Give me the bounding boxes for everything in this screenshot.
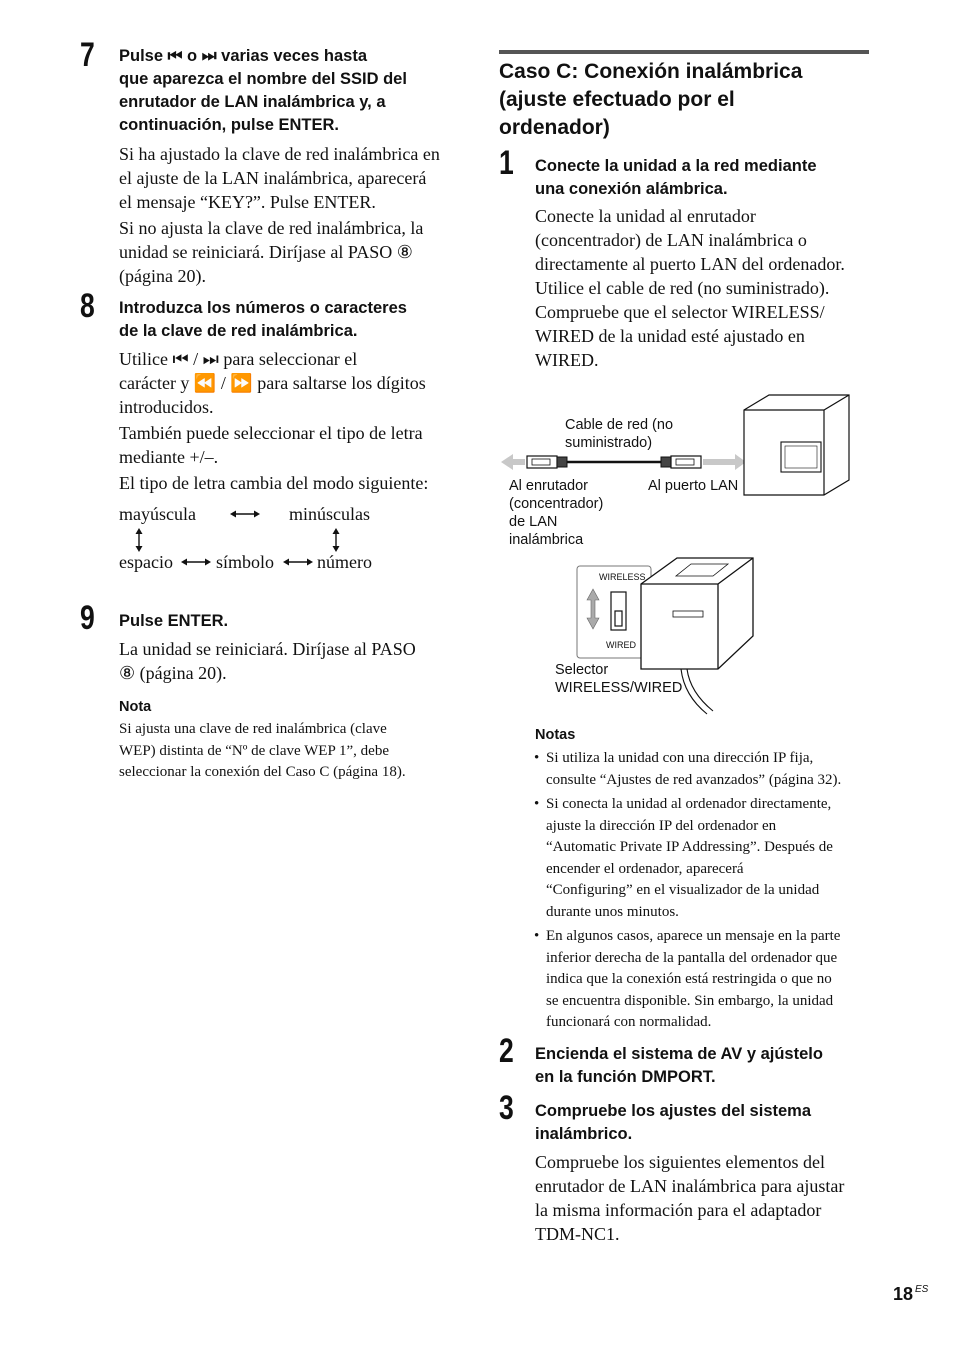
step-3-heading <box>535 1100 875 1146</box>
body-line: Conecte la unidad al enrutador <box>535 206 756 226</box>
caption-line: de LAN <box>509 514 558 530</box>
double-arrow-horizontal-icon <box>283 556 313 568</box>
note-body <box>119 719 469 784</box>
lan-port-label <box>648 477 738 495</box>
step-2-heading <box>535 1043 875 1089</box>
heading-line: de la clave de red inalámbrica. <box>119 322 358 340</box>
arrow-left-icon <box>501 454 525 470</box>
body-line: el ajuste de la LAN inalámbrica, aparecerá <box>119 168 427 188</box>
heading-line: que aparezca el nombre del SSID del <box>119 70 407 88</box>
note-line: se encuentra disponible. Sin embargo, la unidad <box>546 992 834 1009</box>
step-7-number: 7 <box>80 36 95 74</box>
step-9-heading <box>119 610 469 633</box>
note-title: Nota <box>119 699 152 715</box>
section-title <box>499 58 879 142</box>
body-line: Si ha ajustado la clave de red inalámbrica en <box>119 144 440 164</box>
section-title-line: Caso C: Conexión inalámbrica <box>499 60 803 83</box>
caption-line: Al enrutador <box>509 478 588 494</box>
cycle-lower: minúsculas <box>289 504 370 524</box>
double-arrow-vertical-icon <box>133 528 145 552</box>
body-line: Utilice el cable de red (no suministrado). <box>535 278 830 298</box>
section-title-line: (ajuste efectuado por el <box>499 88 735 111</box>
heading-line: en la función DMPORT. <box>535 1068 716 1086</box>
plug-right <box>671 456 701 468</box>
caption-line: Selector <box>555 662 609 678</box>
body-line: (página 20). <box>119 266 206 286</box>
note-line: Si utiliza la unidad con una dirección IP fija, <box>546 750 814 766</box>
cycle-upper: mayúscula <box>119 504 196 524</box>
body-line: También puede seleccionar el tipo de letra <box>119 423 423 443</box>
note-line: “Configuring” en el visualizador de la unidad <box>546 882 820 898</box>
heading-line: Pulse ⏮ o ⏭ varias veces hasta <box>119 47 368 65</box>
note-line: Si ajusta una clave de red inalámbrica (clave <box>119 721 387 737</box>
body-line: Si no ajusta la clave de red inalámbrica, la <box>119 218 424 238</box>
double-arrow-vertical-icon <box>330 528 342 552</box>
body-line: (concentrador) de LAN inalámbrica o <box>535 230 807 250</box>
note-line: “Automatic Private IP Addressing”. Después de <box>546 839 833 855</box>
body-line: Compruebe que el selector WIRELESS/ <box>535 302 825 322</box>
selector-label <box>555 661 682 697</box>
step-8-number: 8 <box>80 287 95 325</box>
double-arrow-horizontal-icon <box>181 556 211 568</box>
switch-wireless-label: WIRELESS <box>599 572 646 582</box>
step-8-body <box>119 347 469 495</box>
router-label <box>509 477 603 549</box>
heading-line: una conexión alámbrica. <box>535 180 728 198</box>
heading-line: continuación, pulse ENTER. <box>119 116 340 134</box>
caption-line: Al puerto LAN <box>648 478 739 494</box>
heading-line: inalámbrico. <box>535 1125 633 1143</box>
step-7-body <box>119 142 469 288</box>
heading-line: Compruebe los ajustes del sistema <box>535 1102 812 1120</box>
step-1-number: 1 <box>499 144 514 182</box>
body-line: la misma información para el adaptador <box>535 1200 822 1220</box>
page-number: 18 <box>893 1284 914 1304</box>
step-1-heading <box>535 155 875 201</box>
heading-line: Pulse ENTER. <box>119 612 229 630</box>
heading-line: Introduzca los números o caracteres <box>119 299 407 317</box>
note-line: WEP) distinta de “Nº de clave WEP 1”, debe <box>119 742 389 759</box>
heading-line: Conecte la unidad a la red mediante <box>535 157 817 175</box>
arrow-right-icon <box>703 454 746 470</box>
note-line: funcionará con normalidad. <box>546 1014 712 1030</box>
body-line: El tipo de letra cambia del modo siguiente: <box>119 473 429 493</box>
body-line: el mensaje “KEY?”. Pulse ENTER. <box>119 192 376 212</box>
body-line: WIRED. <box>535 350 599 370</box>
heading-line: enrutador de LAN inalámbrica y, a <box>119 93 386 111</box>
note-line: encender el ordenador, aparecerá <box>546 860 744 877</box>
notes-title: Notas <box>535 727 576 743</box>
body-line: mediante +/–. <box>119 447 219 467</box>
body-line: La unidad se reiniciará. Diríjase al PASO <box>119 639 416 659</box>
double-arrow-horizontal-icon <box>230 508 260 520</box>
body-line: unidad se reiniciará. Diríjase al PASO ⑧ <box>119 242 413 262</box>
body-line: ⑧ (página 20). <box>119 663 227 683</box>
body-line: WIRED de la unidad esté ajustado en <box>535 326 805 346</box>
note-line: ajuste la dirección IP del ordenador en <box>546 817 777 834</box>
step-9-body <box>119 637 469 685</box>
caption-line: Cable de red (no <box>565 417 674 433</box>
page-language-suffix: ES <box>915 1284 929 1295</box>
heading-line: Encienda el sistema de AV y ajústelo <box>535 1045 823 1063</box>
step-3-body <box>535 1150 885 1246</box>
note-line: En algunos casos, aparece un mensaje en la parte <box>546 928 841 944</box>
step-8-heading <box>119 297 469 343</box>
step-3-number: 3 <box>499 1089 514 1127</box>
caption-line: suministrado) <box>565 435 653 451</box>
switch-wired-label: WIRED <box>606 640 636 650</box>
note-line: inferior derecha de la pantalla del ordenador que <box>546 949 838 966</box>
note-line: durante unos minutos. <box>546 903 679 920</box>
body-line: enrutador de LAN inalámbrica para ajustar <box>535 1176 845 1196</box>
cycle-space: espacio <box>119 552 173 572</box>
caption-line: (concentrador) <box>509 496 604 512</box>
body-line: directamente al puerto LAN del ordenador. <box>535 254 845 274</box>
plug-left <box>527 456 557 468</box>
body-line: Utilice ⏮ / ⏭ para seleccionar el <box>119 349 358 369</box>
body-line: Compruebe los siguientes elementos del <box>535 1152 825 1172</box>
cycle-number: número <box>317 552 372 572</box>
cycle-symbol: símbolo <box>216 552 275 572</box>
note-line: consulte “Ajustes de red avanzados” (página 32). <box>546 771 842 788</box>
note-line: Si conecta la unidad al ordenador directamente, <box>546 796 832 812</box>
step-1-body <box>535 204 885 372</box>
step-2-number: 2 <box>499 1032 514 1070</box>
body-line: TDM-NC1. <box>535 1224 620 1244</box>
note-line: seleccionar la conexión del Caso C (página 18). <box>119 764 406 780</box>
note-line: indica que la conexión está restringida o que no <box>546 971 832 987</box>
body-line: introducidos. <box>119 397 214 417</box>
section-rule <box>499 50 869 54</box>
section-title-line: ordenador) <box>499 116 610 139</box>
caption-line: inalámbrica <box>509 532 584 548</box>
step-7-heading <box>119 45 469 137</box>
step-9-number: 9 <box>80 599 95 637</box>
body-line: carácter y ⏪ / ⏩ para saltarse los dígitos <box>119 373 426 393</box>
caption-line: WIRELESS/WIRED <box>555 680 683 696</box>
